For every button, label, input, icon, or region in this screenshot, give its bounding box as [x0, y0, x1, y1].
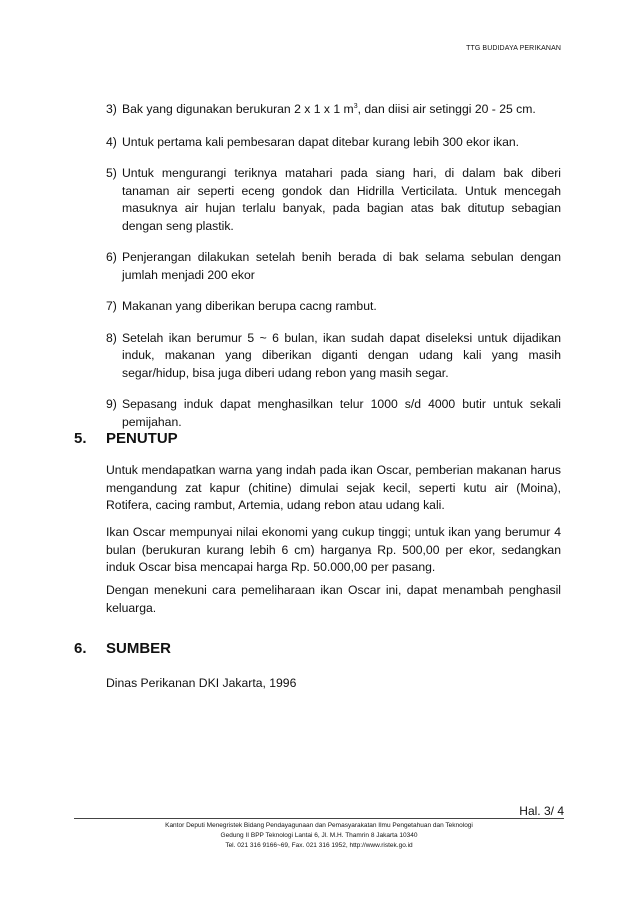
section-heading	[74, 430, 178, 447]
list-item	[106, 249, 561, 284]
list-item	[106, 101, 561, 119]
list-item-number: 7)	[106, 299, 117, 313]
footer	[74, 821, 564, 851]
list-item-text: Makanan yang diberikan berupa cacng rambut.	[122, 299, 377, 313]
list-item-text: Penjerangan dilakukan setelah benih berada di bak selama sebulan dengan jumlah menjadi 200 ekor	[122, 250, 561, 282]
list-item-number: 5)	[106, 166, 117, 180]
paragraph: Untuk mendapatkan warna yang indah pada ikan Oscar, pemberian makanan harus mengandung zat kapur (chitine) dimulai sejak kecil, seperti kutu air (Moina), Rotifera, cacing rambut, Artemia, udang rebon atau udang kali.	[106, 463, 561, 512]
footer-divider	[74, 818, 564, 819]
list-item-text	[122, 101, 561, 119]
section-number: 6.	[74, 640, 87, 657]
paragraph: Ikan Oscar mempunyai nilai ekonomi yang cukup tinggi; untuk ikan yang berumur 4 bulan (berukuran kurang lebih 6 cm) harganya Rp. 500,00 per ekor, sedangkan induk Oscar bisa mencapai harga Rp. 50.000,00 per pasang.	[106, 525, 561, 574]
section-heading	[74, 640, 171, 657]
list-item	[106, 396, 561, 431]
page-number: Hal. 3/ 4	[519, 804, 564, 818]
list-item	[106, 134, 561, 152]
superscript: 3	[353, 102, 358, 110]
list-item	[106, 298, 561, 316]
list-item-number: 6)	[106, 250, 117, 264]
paragraph: Dengan menekuni cara pemeliharaan ikan Oscar ini, dapat menambah penghasil keluarga.	[106, 583, 561, 615]
list-item-number: 8)	[106, 330, 117, 345]
list-item-number: 9)	[106, 397, 117, 411]
section-title: SUMBER	[106, 640, 172, 657]
list-item-number: 3)	[106, 102, 117, 116]
footer-line: Tel. 021 316 9166~69, Fax. 021 316 1952, http://www.ristek.go.id	[225, 842, 413, 849]
footer-line: Kantor Deputi Menegristek Bidang Pendayagunaan dan Pemasyarakatan Ilmu Pengetahuan dan Teknologi	[165, 822, 473, 829]
section-number: 5.	[74, 430, 87, 447]
list-item-text: Setelah ikan berumur 5 ~ 6 bulan, ikan sudah dapat diseleksi untuk dijadikan induk, makanan yang diberikan diganti dengan udang kali yang masih segar/hidup, bisa juga diberi udang rebon yang masih segar.	[122, 330, 561, 380]
numbered-list	[106, 101, 561, 431]
running-header: TTG BUDIDAYA PERIKANAN	[466, 45, 561, 52]
footer-line: Gedung II BPP Teknologi Lantai 6, Jl. M.H. Thamrin 8 Jakarta 10340	[220, 832, 418, 839]
list-item-text: Sepasang induk dapat menghasilkan telur 1000 s/d 4000 butir untuk sekali pemijahan.	[122, 397, 561, 429]
list-item	[106, 330, 561, 383]
list-item	[106, 165, 561, 235]
list-item-text: Untuk pertama kali pembesaran dapat ditebar kurang lebih 300 ekor ikan.	[122, 134, 520, 149]
list-item-text-part: , dan diisi air setinggi 20 - 25 cm.	[357, 102, 536, 116]
paragraph: Dinas Perikanan DKI Jakarta, 1996	[106, 676, 297, 690]
section-title: PENUTUP	[106, 430, 178, 447]
list-item-text: Untuk mengurangi teriknya matahari pada siang hari, di dalam bak diberi tanaman air seperti eceng gondok dan Hidrilla Verticilata. Untuk mencegah masuknya air hujan terlalu banyak, pada bagian atas bak ditutup sebagian dengan seng plastik.	[122, 166, 561, 233]
list-item-number: 4)	[106, 134, 117, 149]
list-item-text-part: Bak yang digunakan berukuran 2 x 1 x 1 m	[122, 102, 354, 116]
